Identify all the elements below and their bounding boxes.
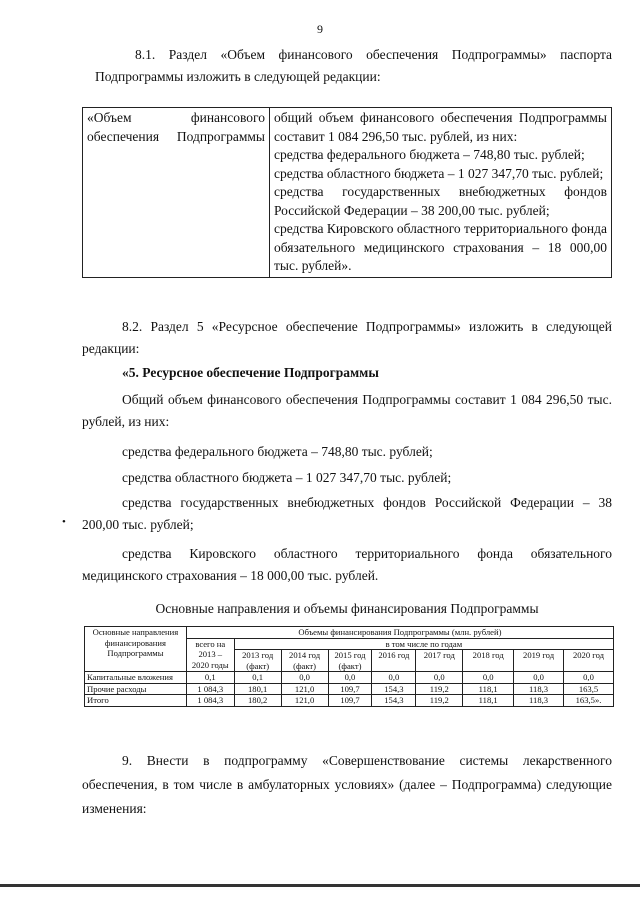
table-cell: 0,0 — [372, 672, 416, 684]
table-cell: 109,7 — [328, 683, 372, 695]
table-cell: 163,5 — [564, 683, 614, 695]
row-label: Итого — [85, 695, 187, 707]
table-cell: 118,1 — [463, 695, 514, 707]
table-cell: 163,5». — [564, 695, 614, 707]
table-cell: 0,0 — [463, 672, 514, 684]
table-caption: Основные направления и объемы финансирования Подпрограммы — [155, 601, 539, 616]
row-label: Прочие расходы — [85, 683, 187, 695]
body-total-paragraph: Общий объем финансового обеспечения Подпрограммы составит 1 084 296,50 тыс. рублей, из них: — [82, 392, 612, 429]
passport-line: средства Кировского областного территориального фонда обязательного медицинского страхования – 18 000,00 тыс. рублей». — [274, 221, 607, 273]
table-cell: 180,1 — [234, 683, 281, 695]
row-label: Капитальные вложения — [85, 672, 187, 684]
year-header: 2020 год — [564, 650, 614, 672]
table-cell: 154,3 — [372, 683, 416, 695]
table-cell: 121,0 — [281, 683, 328, 695]
body-federal-paragraph: средства федерального бюджета – 748,80 тыс. рублей; — [122, 444, 433, 459]
table-cell: 118,1 — [463, 683, 514, 695]
passport-table — [82, 107, 612, 278]
table-by-year-header: в том числе по годам — [234, 638, 613, 650]
section-5-heading: «5. Ресурсное обеспечение Подпрограммы — [122, 365, 379, 380]
table-row — [85, 672, 614, 684]
body-kirov-paragraph: средства Кировского областного территориального фонда обязательного медицинского страхования – 18 000,00 тыс. рублей. — [82, 546, 612, 583]
bottom-border-line — [0, 884, 640, 887]
table-cell: 0,0 — [514, 672, 564, 684]
table-cell: 180,2 — [234, 695, 281, 707]
table-cell: 109,7 — [328, 695, 372, 707]
page-number: 9 — [317, 22, 323, 36]
table-cell: 118,3 — [514, 695, 564, 707]
passport-left-cell — [83, 108, 270, 278]
section-9-paragraph: 9. Внести в подпрограмму «Совершенствование системы лекарственного обеспечения, в том числе в амбулаторных условиях» (далее – Подпрограмма) следующие изменения: — [82, 753, 612, 816]
year-header: 2019 год — [514, 650, 564, 672]
table-cell: 1 084,3 — [186, 683, 234, 695]
table-cell: 0,1 — [186, 672, 234, 684]
year-header: 2018 год — [463, 650, 514, 672]
table-volume-header: Объемы финансирования Подпрограммы (млн. рублей) — [186, 627, 613, 639]
year-header: 2013 год (факт) — [234, 650, 281, 672]
table-cell: 0,0 — [281, 672, 328, 684]
funding-table — [84, 626, 614, 707]
body-offbudget-paragraph: средства государственных внебюджетных фондов Российской Федерации – 38 200,00 тыс. рублей; — [82, 495, 612, 532]
year-header: 2015 год (факт) — [328, 650, 372, 672]
table-total-years-header: всего на 2013 – 2020 годы — [186, 638, 234, 672]
table-cell: 121,0 — [281, 695, 328, 707]
year-header: 2017 год — [416, 650, 463, 672]
table-cell: 0,0 — [416, 672, 463, 684]
table-cell: 119,2 — [416, 695, 463, 707]
passport-line: общий объем финансового обеспечения Подпрограммы составит 1 084 296,50 тыс. рублей, из них: — [274, 110, 607, 144]
year-header: 2014 год (факт) — [281, 650, 328, 672]
table-cell: 119,2 — [416, 683, 463, 695]
table-cell: 118,3 — [514, 683, 564, 695]
table-cell: 0,1 — [234, 672, 281, 684]
section-8-1-paragraph: 8.1. Раздел «Объем финансового обеспечения Подпрограммы» паспорта Подпрограммы изложить в следующей редакции: — [95, 47, 612, 84]
body-regional-paragraph: средства областного бюджета – 1 027 347,70 тыс. рублей; — [122, 470, 452, 485]
passport-line: средства областного бюджета – 1 027 347,70 тыс. рублей; — [274, 165, 604, 181]
table-row — [85, 695, 614, 707]
table-cell: 154,3 — [372, 695, 416, 707]
passport-right-cell — [270, 108, 612, 278]
table-cell: 0,0 — [564, 672, 614, 684]
passport-left-text: «Объем финансового обеспечения Подпрограммы — [87, 110, 265, 144]
scan-speck-mark: • — [62, 516, 66, 528]
section-8-2-paragraph: 8.2. Раздел 5 «Ресурсное обеспечение Подпрограммы» изложить в следующей редакции: — [82, 319, 612, 356]
table-corner-header: Основные направления финансирования Подпрограммы — [85, 627, 187, 672]
table-cell: 1 084,3 — [186, 695, 234, 707]
table-row — [85, 683, 614, 695]
table-cell: 0,0 — [328, 672, 372, 684]
year-header: 2016 год — [372, 650, 416, 672]
passport-line: средства государственных внебюджетных фондов Российской Федерации – 38 200,00 тыс. рублей; — [274, 184, 607, 218]
passport-line: средства федерального бюджета – 748,80 тыс. рублей; — [274, 147, 585, 162]
